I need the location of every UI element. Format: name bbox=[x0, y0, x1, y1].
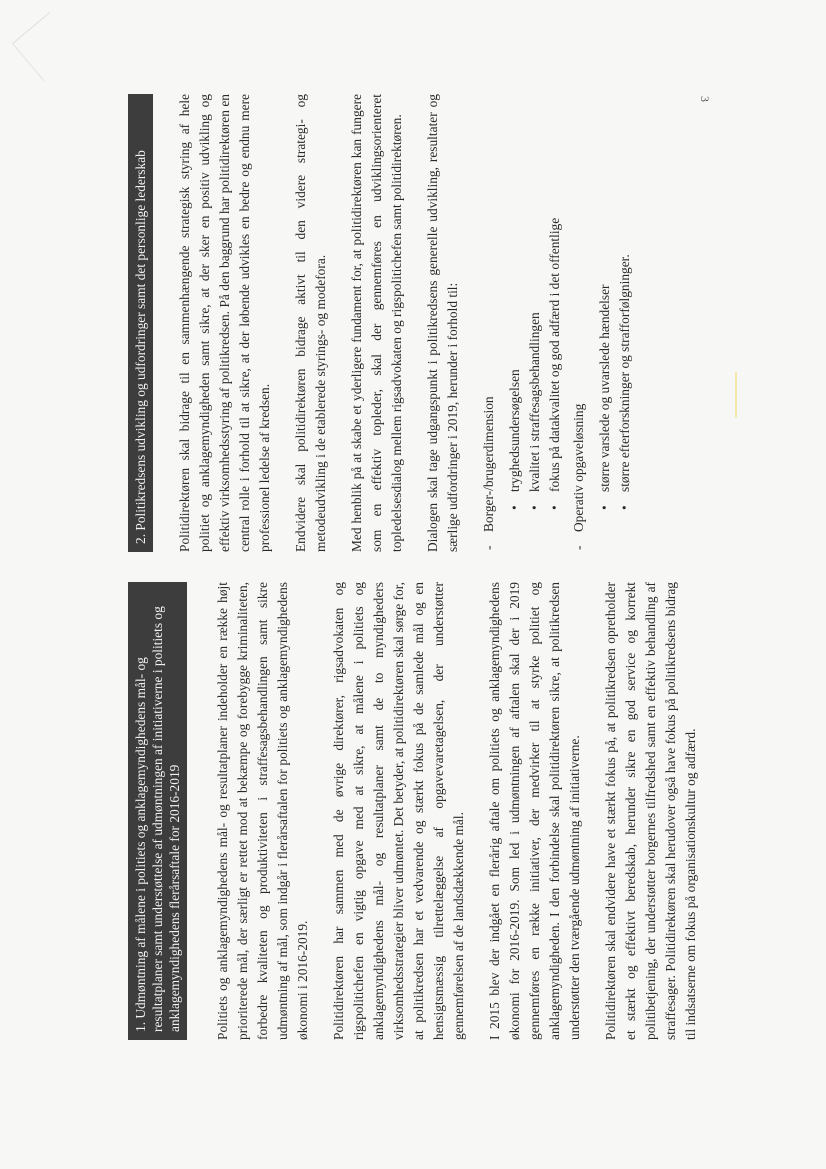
dimension-item bbox=[569, 94, 635, 552]
bullet-item: • fokus på datakvalitet og god adfærd i det offentlige bbox=[545, 94, 565, 510]
section-2-paragraph: Politidirektøren skal bidrage til en sammenhængende strategisk styring af hele politiet og anklagemyndigheden samt sikre, at der sker en positiv udvikling og effektiv virksomhedsstyring af politikredsen. På den baggrund har politidirektøren en central rolle i forhold til at sikre, at der løbende udvikles en bedre og endnu mere professionel ledelse af kredsen. bbox=[177, 94, 272, 552]
section-1-paragraph: Politidirektøren skal endvidere have et stærkt fokus på, at politikredsen opretholder et stærkt og effektivt beredskab, herunder sikre en god service og korrekt politibetjening, der understøtter borgernes tilfredshed samt en effektiv behandling af straffesager. Politidirektøren skal herudover også have fokus på politikredsens bidrag til indsatserne om fokus på organisationskultur og adfærd. bbox=[603, 582, 698, 1040]
section-1-paragraph: I 2015 blev der indgået en flerårig aftale om politiets og anklagemyndighedens økonomi for 2016-2019. Som led i udmøntningen af aftalen skal der i 2019 gennemføres en række initiativer, der medvirker til at styrke politiet og anklagemyndigheden. I den forbindelse skal politidirektøren sikre, at politikredsen understøtter den tværgående udmøntning af initiativerne. bbox=[487, 582, 582, 1040]
bullet-item: • tryghedsundersøgelsen bbox=[505, 94, 525, 510]
bullet-list bbox=[505, 94, 565, 532]
section-2 bbox=[128, 94, 653, 552]
page-number: 3 bbox=[698, 96, 712, 102]
section-2-heading: 2. Politikredsens udvikling og udfordringer samt det personlige lederskab bbox=[128, 94, 153, 552]
dimension-label: Borger-/brugerdimension bbox=[481, 396, 496, 532]
section-2-paragraph: Endvidere skal politidirektøren bidrage aktivt til den videre strategi- og metodeudvikling i de etablerede styrings- og modefora. bbox=[293, 94, 328, 552]
bullet-item: • større varslede og uvarslede hændelser bbox=[595, 94, 615, 510]
highlighter-mark bbox=[735, 372, 737, 418]
dimension-item bbox=[479, 94, 565, 552]
section-1-paragraph: Politidirektøren har sammen med de øvrige direktører, rigsadvokaten og rigspolitichefen en vigtig opgave med at sikre, at målene i politiets og anklagemyndighedens mål- og resultatplaner samt de to myndigheders virksomhedsstrategier bliver udmøntet. Det betyder, at politidirektøren skal sørge for, at politikredsen har et vedvarende og stærkt fokus på de samlede mål og en hensigtsmæssig tilrettelæggelse af opgavevaretagelsen, der understøtter gennemførelsen af de landsdækkende mål. bbox=[331, 582, 466, 1040]
section-1-paragraph: Politiets og anklagemyndighedens mål- og resultatplaner indeholder en række højt prioriterede mål, der særligt er rettet mod at bekæmpe og forebygge kriminaliteten, forbedre kvaliteten og produktiviteten i straffesagsbehandlingen samt sikre udmøntning af mål, som indgår i flerårsaftalen for politiets og anklagemyndighedens økonomi i 2016-2019. bbox=[215, 582, 310, 1040]
dimension-list bbox=[479, 94, 635, 552]
bullet-item: • kvalitet i straffesagsbehandlingen bbox=[525, 94, 545, 510]
dimension-label: Operativ opgaveløsning bbox=[571, 403, 586, 532]
scan-artifact bbox=[12, 12, 81, 81]
section-1 bbox=[128, 582, 717, 1040]
document-page-content bbox=[128, 80, 698, 1040]
section-2-paragraph: Med henblik på at skabe et yderligere fundament for, at politidirektøren kan fungere som en effektiv topleder, skal der gennemføres en udviklingsorienteret topledelsesdialog mellem rigsadvokaten og rigspolitichefen samt politidirektøren. bbox=[349, 94, 404, 552]
section-2-paragraph: Dialogen skal tage udgangspunkt i politikredsens generelle udvikling, resultater og særlige udfordringer i 2019, herunder i forhold til: bbox=[425, 94, 460, 552]
bullet-list bbox=[595, 94, 635, 532]
section-1-heading: 1. Udmøntning af målene i politiets og anklagemyndighedens mål- og resultatplaner samt understøttelse af udmøntningen af initiativerne i politiets og anklagemyndighedens flerårsaftale for 2016-2019 bbox=[128, 582, 187, 1040]
bullet-item: • større efterforskninger og strafforfølgninger. bbox=[615, 94, 635, 510]
